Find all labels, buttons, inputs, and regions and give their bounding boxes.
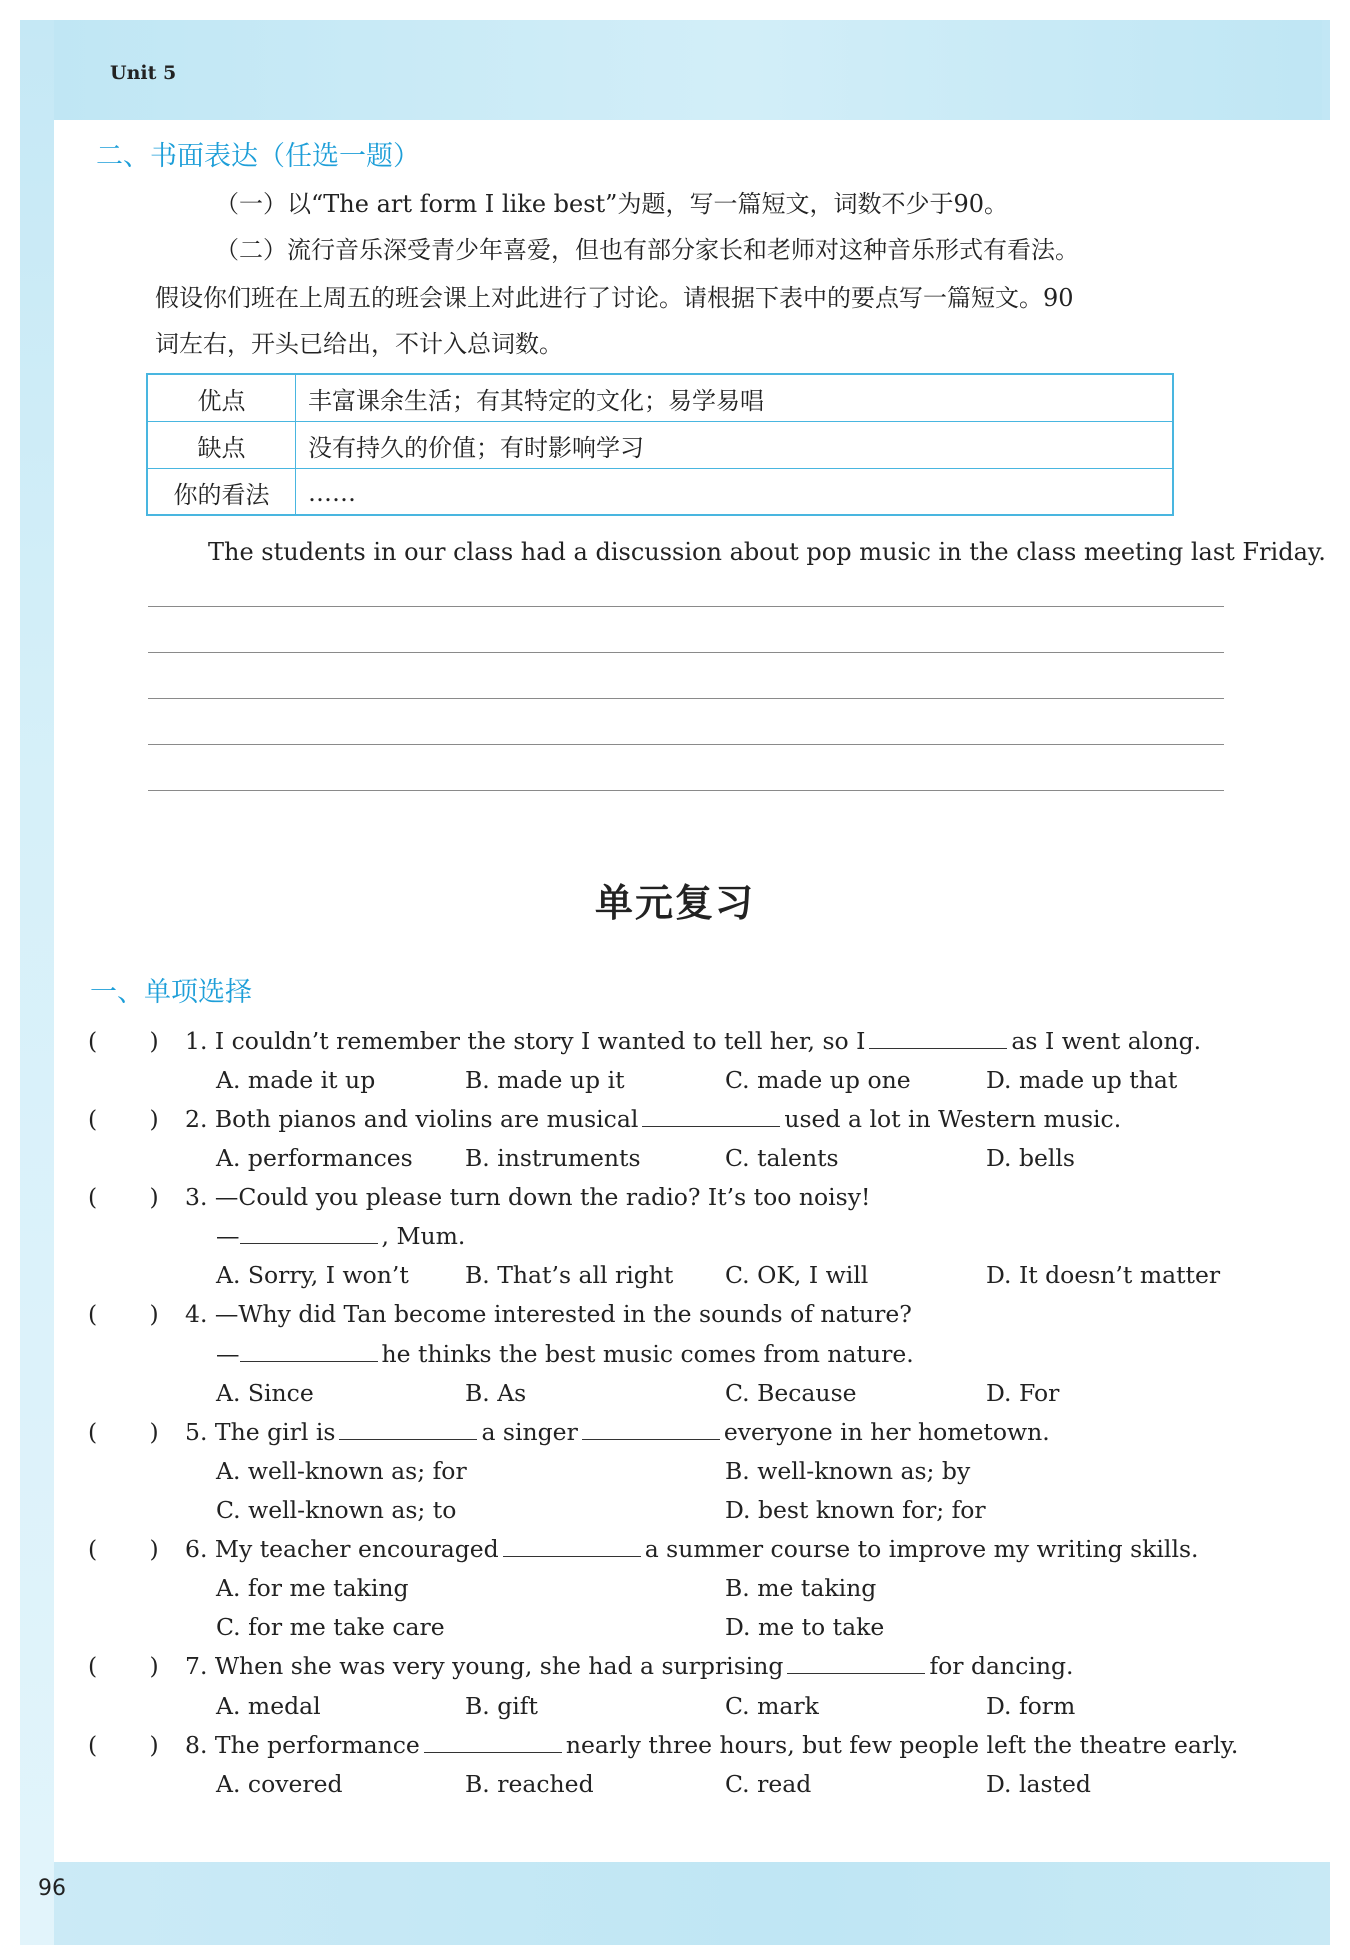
essay-opening: The students in our class had a discussion about pop music in the class meeting last Friday.: [208, 538, 1326, 566]
option[interactable]: D. lasted: [986, 1770, 1091, 1798]
page-bottom-band: [54, 1862, 1330, 1945]
answer-blank[interactable]: [240, 1223, 378, 1244]
key-points-table: [146, 373, 1174, 516]
question-stem: 8. The performance nearly three hours, but few people left the theatre early.: [185, 1731, 1239, 1759]
option[interactable]: A. Sorry, I won’t: [216, 1261, 409, 1289]
answer-bracket[interactable]: ( ): [88, 1300, 159, 1328]
table-row: [148, 375, 1172, 422]
writing-line[interactable]: [148, 606, 1224, 607]
answer-bracket[interactable]: ( ): [88, 1105, 159, 1133]
table-row-content: ……: [308, 478, 356, 507]
option[interactable]: D. made up that: [986, 1066, 1178, 1094]
question-stem: 1. I couldn’t remember the story I wanted to tell her, so I as I went along.: [185, 1027, 1202, 1055]
answer-blank[interactable]: [424, 1732, 562, 1753]
table-row-content: 丰富课余生活；有其特定的文化；易学易唱: [308, 386, 764, 415]
option[interactable]: B. made up it: [465, 1066, 625, 1094]
option[interactable]: D. It doesn’t matter: [986, 1261, 1221, 1289]
answer-bracket[interactable]: ( ): [88, 1535, 159, 1563]
answer-bracket[interactable]: ( ): [88, 1183, 159, 1211]
option[interactable]: C. for me take care: [216, 1613, 445, 1641]
option[interactable]: B. As: [465, 1379, 527, 1407]
question-stem: 3. —Could you please turn down the radio? It’s too noisy!: [185, 1183, 871, 1211]
writing-line[interactable]: [148, 698, 1224, 699]
option[interactable]: C. mark: [725, 1692, 819, 1720]
answer-bracket[interactable]: ( ): [88, 1731, 159, 1759]
page-number: 96: [38, 1876, 66, 1901]
answer-blank[interactable]: [582, 1419, 720, 1440]
option[interactable]: C. OK, I will: [725, 1261, 869, 1289]
option[interactable]: D. best known for; for: [725, 1496, 986, 1524]
writing-line[interactable]: [148, 790, 1224, 791]
question-response: — he thinks the best music comes from nature.: [216, 1340, 914, 1368]
page-left-band: [20, 20, 54, 1945]
option[interactable]: B. me taking: [725, 1574, 877, 1602]
writing-line[interactable]: [148, 744, 1224, 745]
option[interactable]: B. instruments: [465, 1144, 641, 1172]
page-right-band: [1322, 20, 1330, 120]
table-row-content: 没有持久的价值；有时影响学习: [308, 433, 644, 462]
option[interactable]: B. well-known as; by: [725, 1457, 971, 1485]
question-stem: 6. My teacher encouraged a summer course to improve my writing skills.: [185, 1535, 1199, 1563]
answer-bracket[interactable]: ( ): [88, 1652, 159, 1680]
question-stem: 7. When she was very young, she had a surprising for dancing.: [185, 1652, 1074, 1680]
answer-blank[interactable]: [240, 1341, 378, 1362]
option[interactable]: B. gift: [465, 1692, 538, 1720]
writing-line[interactable]: [148, 652, 1224, 653]
multiple-choice-heading: 一、单项选择: [90, 977, 252, 1008]
option[interactable]: C. read: [725, 1770, 812, 1798]
table-row-label: 缺点: [148, 422, 296, 468]
option[interactable]: A. performances: [216, 1144, 413, 1172]
option[interactable]: B. reached: [465, 1770, 594, 1798]
question-stem: 2. Both pianos and violins are musical used a lot in Western music.: [185, 1105, 1122, 1133]
option[interactable]: A. well-known as; for: [216, 1457, 467, 1485]
option[interactable]: D. me to take: [725, 1613, 885, 1641]
table-row: [148, 469, 1172, 516]
option[interactable]: D. form: [986, 1692, 1076, 1720]
option[interactable]: C. talents: [725, 1144, 839, 1172]
writing-prompt-2-line-1: （二）流行音乐深受青少年喜爱，但也有部分家长和老师对这种音乐形式有看法。: [215, 236, 1079, 264]
option[interactable]: A. Since: [216, 1379, 314, 1407]
answer-blank[interactable]: [339, 1419, 477, 1440]
writing-prompt-2-line-2: 假设你们班在上周五的班会课上对此进行了讨论。请根据下表中的要点写一篇短文。90: [155, 284, 1074, 312]
answer-blank[interactable]: [503, 1536, 641, 1557]
option[interactable]: D. For: [986, 1379, 1060, 1407]
option[interactable]: C. made up one: [725, 1066, 911, 1094]
answer-bracket[interactable]: ( ): [88, 1418, 159, 1446]
option[interactable]: D. bells: [986, 1144, 1075, 1172]
table-row-label: 优点: [148, 375, 296, 421]
answer-blank[interactable]: [869, 1028, 1007, 1049]
writing-heading: 二、书面表达（任选一题）: [96, 141, 420, 172]
question-stem: 4. —Why did Tan become interested in the sounds of nature?: [185, 1300, 912, 1328]
option[interactable]: A. made it up: [216, 1066, 376, 1094]
option[interactable]: C. well-known as; to: [216, 1496, 457, 1524]
option[interactable]: C. Because: [725, 1379, 857, 1407]
answer-blank[interactable]: [642, 1106, 780, 1127]
table-row: [148, 422, 1172, 469]
page-top-band: [20, 20, 1330, 120]
option[interactable]: A. medal: [216, 1692, 321, 1720]
answer-bracket[interactable]: ( ): [88, 1027, 159, 1055]
option[interactable]: A. for me taking: [216, 1574, 409, 1602]
answer-blank[interactable]: [787, 1653, 925, 1674]
option[interactable]: A. covered: [216, 1770, 343, 1798]
question-stem: 5. The girl is a singer everyone in her hometown.: [185, 1418, 1050, 1446]
question-response: — , Mum.: [216, 1222, 466, 1250]
table-row-label: 你的看法: [148, 469, 296, 516]
unit-label: Unit 5: [110, 62, 177, 84]
writing-prompt-1: （一）以“The art form I like best”为题，写一篇短文，词数不少于90。: [215, 190, 1008, 218]
option[interactable]: B. That’s all right: [465, 1261, 674, 1289]
unit-review-title: 单元复习: [594, 881, 755, 925]
writing-prompt-2-line-3: 词左右，开头已给出，不计入总词数。: [155, 330, 563, 358]
